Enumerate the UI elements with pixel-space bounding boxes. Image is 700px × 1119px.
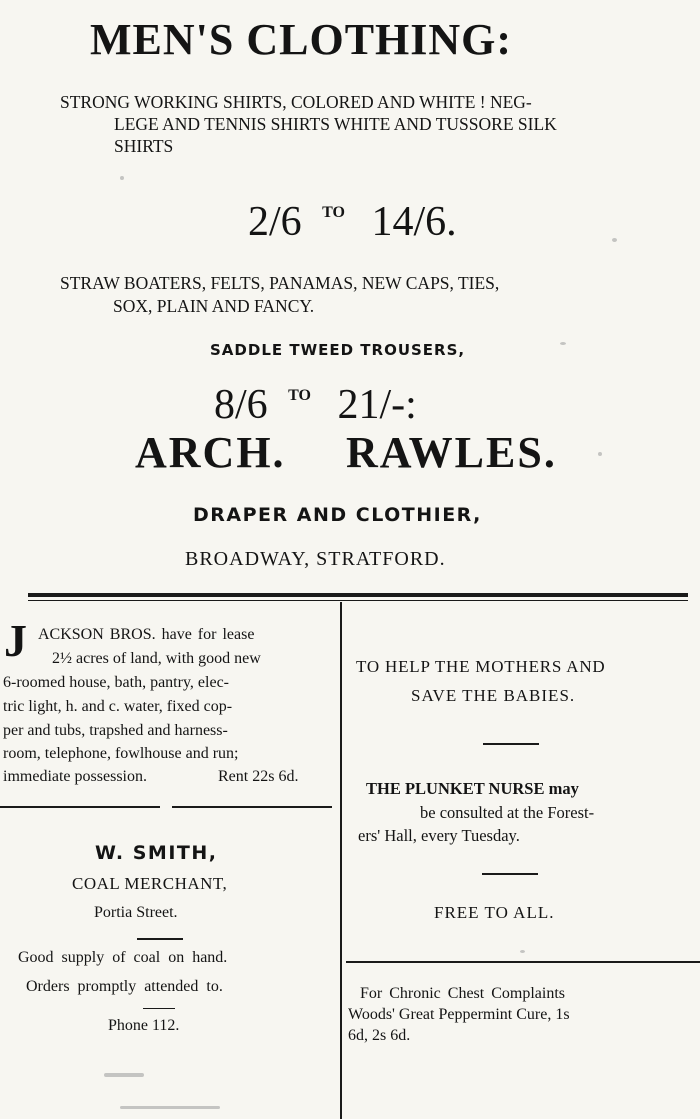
peppermint-line-3: 6d, 2s 6d. — [348, 1027, 411, 1044]
merchant-name-first: ARCH. — [135, 428, 286, 477]
plunket-body-2: be consulted at the Forest- — [420, 803, 595, 822]
left-divider — [0, 806, 160, 808]
plunket-free: FREE TO ALL. — [434, 903, 555, 922]
column-divider — [340, 602, 342, 1119]
print-speck — [612, 238, 617, 242]
jackson-line-7: immediate possession. — [3, 768, 147, 785]
dropcap: J — [4, 615, 27, 666]
smith-name: W. SMITH, — [95, 842, 218, 864]
section-divider-thick — [28, 593, 688, 597]
price-to-word: TO — [322, 204, 345, 221]
smith-supply: Good supply of coal on hand. — [18, 949, 228, 966]
price-to: 21/-: — [337, 382, 417, 428]
plunket-title-1: TO HELP THE MOTHERS AND — [356, 657, 606, 676]
price-from: 8/6 — [214, 382, 268, 428]
merchant-name-last: RAWLES. — [346, 428, 557, 477]
hats-line-1: STRAW BOATERS, FELTS, PANAMAS, NEW CAPS, TIES, — [60, 273, 500, 293]
plunket-title-2: SAVE THE BABIES. — [411, 686, 576, 705]
price-to: 14/6. — [371, 199, 457, 245]
jackson-line-5: per and tubs, trapshed and harness- — [3, 722, 228, 739]
plunket-body-1: THE PLUNKET NURSE may — [366, 779, 579, 798]
plunket-short-rule — [482, 873, 538, 875]
smith-orders: Orders promptly attended to. — [26, 978, 223, 995]
section-divider-thin — [28, 600, 688, 601]
print-speck — [560, 342, 566, 345]
address-line: BROADWAY, STRATFORD. — [185, 548, 446, 570]
shirts-line-2: LEGE AND TENNIS SHIRTS WHITE AND TUSSORE SILK — [114, 114, 557, 134]
print-speck — [520, 950, 525, 953]
print-speck — [120, 1106, 220, 1109]
peppermint-line-1: For Chronic Chest Complaints — [360, 985, 565, 1002]
shirts-line-3: SHIRTS — [114, 136, 174, 156]
trouser-price-range — [214, 381, 417, 429]
hats-line-2: SOX, PLAIN AND FANCY. — [113, 296, 315, 316]
smith-short-rule — [143, 1008, 175, 1009]
jackson-line-1: ACKSON BROS. have for lease — [38, 626, 255, 643]
plunket-short-rule — [483, 743, 539, 745]
jackson-rent: Rent 22s 6d. — [218, 768, 299, 785]
jackson-line-3: 6-roomed house, bath, pantry, elec- — [3, 674, 229, 691]
jackson-line-2: 2½ acres of land, with good new — [52, 650, 261, 667]
smith-street: Portia Street. — [94, 904, 178, 921]
print-speck — [104, 1073, 144, 1077]
ad-headline: MEN'S CLOTHING: — [90, 15, 513, 64]
print-speck — [120, 176, 124, 180]
trousers-line: SADDLE TWEED TROUSERS, — [210, 341, 466, 359]
price-to-word: TO — [288, 387, 311, 404]
smith-phone: Phone 112. — [108, 1017, 180, 1034]
peppermint-line-2: Woods' Great Peppermint Cure, 1s — [348, 1006, 570, 1023]
jackson-line-4: tric light, h. and c. water, fixed cop- — [3, 698, 233, 715]
jackson-line-6: room, telephone, fowlhouse and run; — [3, 745, 239, 762]
smith-short-rule — [137, 938, 183, 940]
smith-trade: COAL MERCHANT, — [72, 874, 228, 893]
plunket-body-3: ers' Hall, every Tuesday. — [358, 826, 520, 845]
trade-line: DRAPER AND CLOTHIER, — [193, 504, 482, 526]
shirts-line-1: STRONG WORKING SHIRTS, COLORED AND WHITE ! NEG- — [60, 92, 532, 112]
right-divider — [346, 961, 700, 963]
shirt-price-range — [248, 198, 457, 246]
print-speck — [598, 452, 602, 456]
left-divider — [172, 806, 332, 808]
price-from: 2/6 — [248, 199, 302, 245]
